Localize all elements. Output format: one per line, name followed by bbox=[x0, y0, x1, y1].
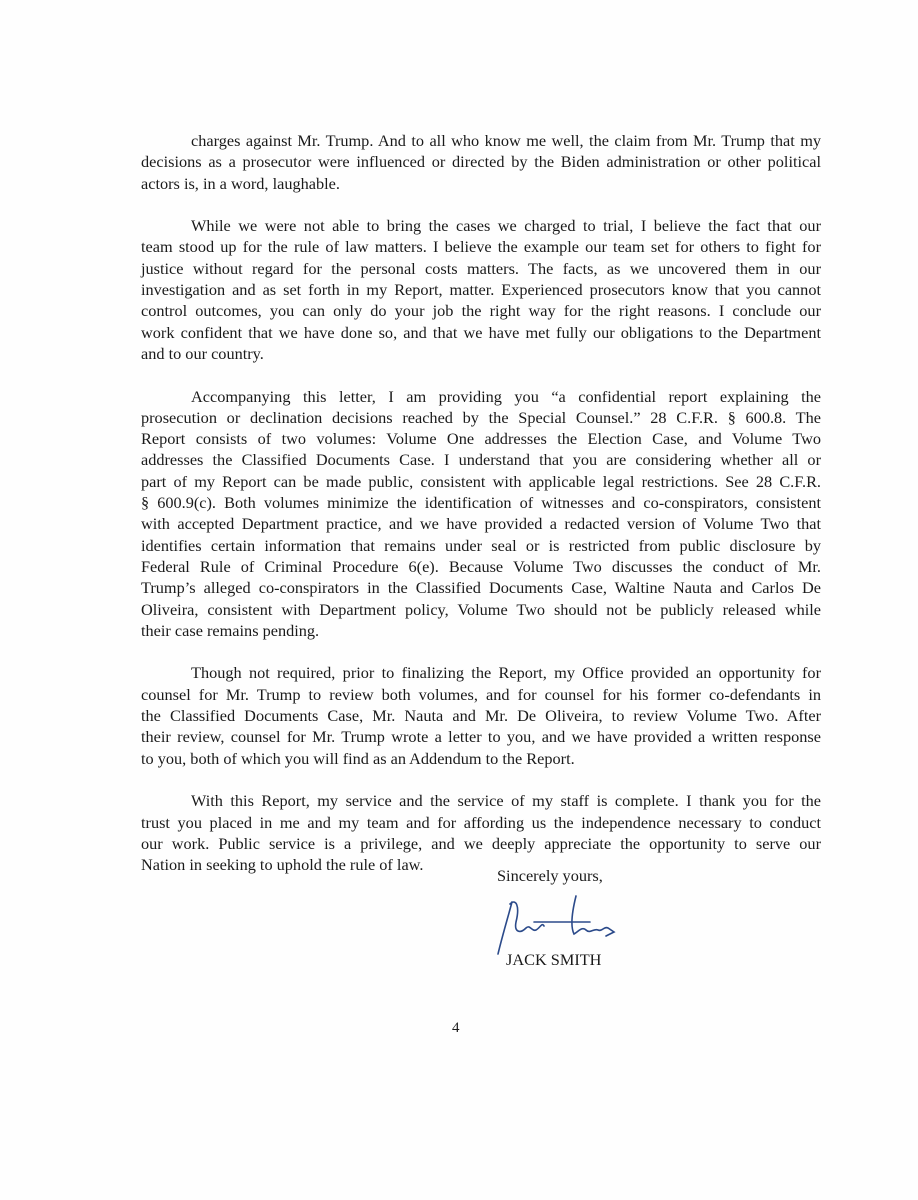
text-line: team stood up for the rule of law matters. I believe the example our team set for others to fight for bbox=[141, 237, 821, 257]
text-line: investigation and as set forth in my Report, matter. Experienced prosecutors know that you cannot bbox=[141, 280, 821, 300]
text-line: trust you placed in me and my team and for affording us the independence necessary to conduct bbox=[141, 812, 821, 832]
text-line: prosecution or declination decisions reached by the Special Counsel.” 28 C.F.R. § 600.8. The bbox=[141, 407, 821, 427]
signer-name: JACK SMITH bbox=[506, 950, 602, 969]
text-line: identifies certain information that remains under seal or is restricted from public disclosure by bbox=[141, 535, 821, 555]
text-line: work confident that we have done so, and that we have met fully our obligations to the Department bbox=[141, 322, 821, 342]
text-line: While we were not able to bring the cases we charged to trial, I believe the fact that our bbox=[191, 216, 821, 236]
text-line: counsel for Mr. Trump to review both volumes, and for counsel for his former co-defendants in bbox=[141, 684, 821, 704]
text-line: control outcomes, you can only do your job the right way for the right reasons. I conclude our bbox=[141, 301, 821, 321]
text-line: decisions as a prosecutor were influenced or directed by the Biden administration or other political bbox=[141, 152, 821, 172]
text-line: Oliveira, consistent with Department policy, Volume Two should not be publicly released while bbox=[141, 599, 821, 619]
text-line: § 600.9(c). Both volumes minimize the identification of witnesses and co-conspirators, consistent bbox=[141, 493, 821, 513]
text-line: with accepted Department practice, and we have provided a redacted version of Volume Two that bbox=[141, 514, 821, 534]
text-line: charges against Mr. Trump. And to all who know me well, the claim from Mr. Trump that my bbox=[191, 131, 821, 150]
text-line: Report consists of two volumes: Volume One addresses the Election Case, and Volume Two bbox=[141, 429, 821, 449]
paragraph bbox=[141, 662, 821, 768]
letter-body bbox=[141, 130, 821, 897]
text-line: Federal Rule of Criminal Procedure 6(e). Because Volume Two discusses the conduct of Mr. bbox=[141, 556, 821, 576]
paragraph bbox=[141, 130, 821, 194]
text-line: addresses the Classified Documents Case. I understand that you are considering whether all or bbox=[141, 450, 821, 470]
paragraph bbox=[141, 790, 821, 875]
text-line: their review, counsel for Mr. Trump wrote a letter to you, and we have provided a written response bbox=[141, 727, 821, 747]
closing-salutation: Sincerely yours, bbox=[497, 866, 603, 885]
text-line: the Classified Documents Case, Mr. Nauta and Mr. De Oliveira, to review Volume Two. After bbox=[141, 706, 821, 726]
text-line: our work. Public service is a privilege, and we deeply appreciate the opportunity to serve our bbox=[141, 833, 821, 853]
text-line: Accompanying this letter, I am providing you “a confidential report explaining the bbox=[191, 386, 821, 406]
text-line: justice without regard for the personal costs matters. The facts, as we uncovered them in our bbox=[141, 258, 821, 278]
text-line: their case remains pending. bbox=[141, 620, 320, 640]
text-line: and to our country. bbox=[141, 343, 264, 363]
text-line: to you, both of which you will find as an Addendum to the Report. bbox=[141, 748, 575, 768]
text-line: Nation in seeking to uphold the rule of law. bbox=[141, 855, 424, 875]
page-number: 4 bbox=[452, 1020, 460, 1036]
paragraph bbox=[141, 215, 821, 364]
paragraph bbox=[141, 386, 821, 642]
text-line: With this Report, my service and the service of my staff is complete. I thank you for the bbox=[191, 791, 821, 811]
text-line: part of my Report can be made public, consistent with applicable legal restrictions. See 28 C.F.R. bbox=[141, 471, 821, 491]
text-line: actors is, in a word, laughable. bbox=[141, 173, 340, 193]
text-line: Though not required, prior to finalizing the Report, my Office provided an opportunity for bbox=[191, 663, 821, 683]
text-line: Trump’s alleged co-conspirators in the Classified Documents Case, Waltine Nauta and Carlos De bbox=[141, 578, 821, 598]
